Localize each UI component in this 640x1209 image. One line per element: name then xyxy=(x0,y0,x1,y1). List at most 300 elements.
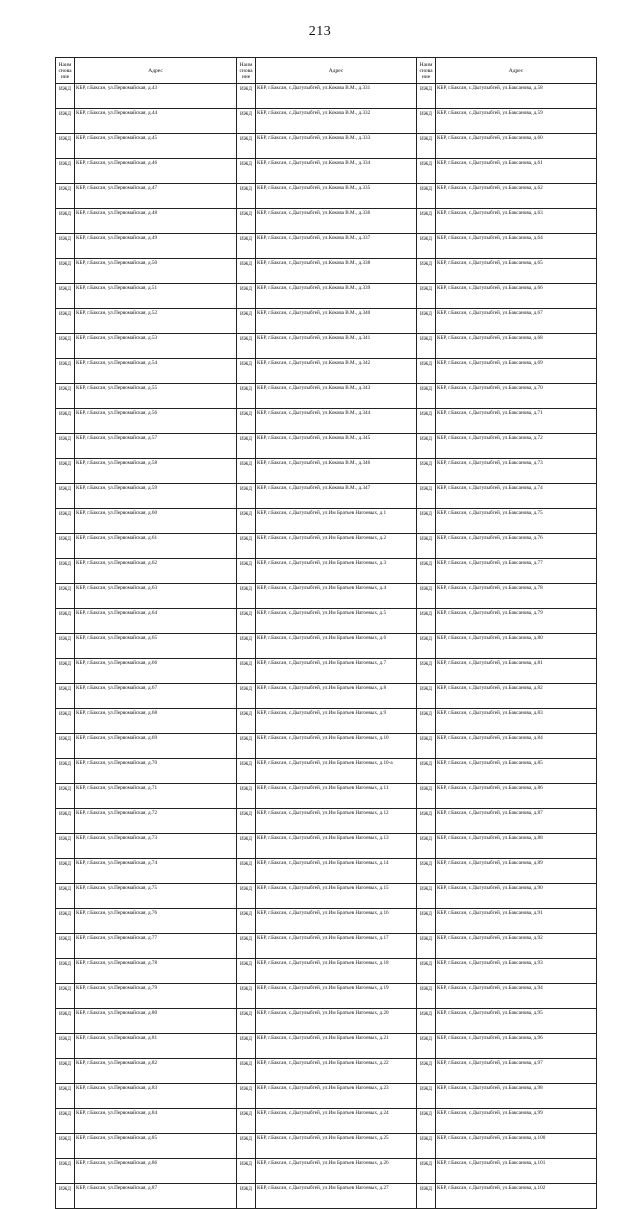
building-type-cell: ИЖД xyxy=(56,334,75,359)
table-row xyxy=(56,84,597,109)
address-cell: КБР, г.Баксан, ул.Первомайская, д.76 xyxy=(75,909,237,934)
building-type-cell: ИЖД xyxy=(56,884,75,909)
building-type-cell: ИЖД xyxy=(237,559,256,584)
address-cell: КБР, г.Баксан, с.Дыгулыбгей, ул.Баксанова, д.72 xyxy=(436,434,597,459)
address-cell: КБР, г.Баксан, ул.Первомайская, д.66 xyxy=(75,659,237,684)
address-cell: КБР, г.Баксан, ул.Первомайская, д.80 xyxy=(75,1009,237,1034)
address-cell: КБР, г.Баксан, с.Дыгулыбгей, ул.Им Братьев Нагоевых, д.18 xyxy=(256,959,417,984)
address-cell: КБР, г.Баксан, ул.Первомайская, д.78 xyxy=(75,959,237,984)
address-cell: КБР, г.Баксан, ул.Первомайская, д.85 xyxy=(75,1134,237,1159)
building-type-cell: ИЖД xyxy=(56,484,75,509)
address-cell: КБР, г.Баксан, с.Дыгулыбгей, ул.Баксанова, д.59 xyxy=(436,109,597,134)
building-type-cell: ИЖД xyxy=(417,259,436,284)
address-cell: КБР, г.Баксан, с.Дыгулыбгей, ул.Кокова В.М., д.346 xyxy=(256,459,417,484)
address-cell: КБР, г.Баксан, ул.Первомайская, д.62 xyxy=(75,559,237,584)
building-type-cell: ИЖД xyxy=(56,759,75,784)
building-type-cell: ИЖД xyxy=(237,509,256,534)
header-type-col-1: Наим снова ние xyxy=(56,58,75,84)
address-cell: КБР, г.Баксан, с.Дыгулыбгей, ул.Им Братьев Нагоевых, д.26 xyxy=(256,1159,417,1184)
building-type-cell: ИЖД xyxy=(417,934,436,959)
building-type-cell: ИЖД xyxy=(56,284,75,309)
building-type-cell: ИЖД xyxy=(56,1184,75,1209)
address-cell: КБР, г.Баксан, с.Дыгулыбгей, ул.Баксанова, д.95 xyxy=(436,1009,597,1034)
address-cell: КБР, г.Баксан, с.Дыгулыбгей, ул.Кокова В.М., д.341 xyxy=(256,334,417,359)
building-type-cell: ИЖД xyxy=(237,459,256,484)
address-cell: КБР, г.Баксан, с.Дыгулыбгей, ул.Баксанова, д.63 xyxy=(436,209,597,234)
address-cell: КБР, г.Баксан, с.Дыгулыбгей, ул.Баксанова, д.97 xyxy=(436,1059,597,1084)
address-cell: КБР, г.Баксан, ул.Первомайская, д.59 xyxy=(75,484,237,509)
table-row xyxy=(56,684,597,709)
address-cell: КБР, г.Баксан, с.Дыгулыбгей, ул.Им Братьев Нагоевых, д.3 xyxy=(256,559,417,584)
building-type-cell: ИЖД xyxy=(237,1184,256,1209)
address-cell: КБР, г.Баксан, ул.Первомайская, д.79 xyxy=(75,984,237,1009)
building-type-cell: ИЖД xyxy=(56,684,75,709)
address-cell: КБР, г.Баксан, с.Дыгулыбгей, ул.Баксанова, д.64 xyxy=(436,234,597,259)
table-row xyxy=(56,509,597,534)
address-cell: КБР, г.Баксан, ул.Первомайская, д.44 xyxy=(75,109,237,134)
address-cell: КБР, г.Баксан, ул.Первомайская, д.48 xyxy=(75,209,237,234)
table-row xyxy=(56,809,597,834)
table-row xyxy=(56,1109,597,1134)
building-type-cell: ИЖД xyxy=(56,809,75,834)
address-cell: КБР, г.Баксан, с.Дыгулыбгей, ул.Баксанова, д.85 xyxy=(436,759,597,784)
address-cell: КБР, г.Баксан, с.Дыгулыбгей, ул.Кокова В.М., д.344 xyxy=(256,409,417,434)
address-cell: КБР, г.Баксан, ул.Первомайская, д.68 xyxy=(75,709,237,734)
building-type-cell: ИЖД xyxy=(56,309,75,334)
address-cell: КБР, г.Баксан, с.Дыгулыбгей, ул.Баксанова, д.78 xyxy=(436,584,597,609)
building-type-cell: ИЖД xyxy=(417,184,436,209)
building-type-cell: ИЖД xyxy=(237,834,256,859)
address-cell: КБР, г.Баксан, ул.Первомайская, д.58 xyxy=(75,459,237,484)
header-address-col-1: Адрес xyxy=(75,58,237,84)
building-type-cell: ИЖД xyxy=(417,959,436,984)
table-row xyxy=(56,109,597,134)
building-type-cell: ИЖД xyxy=(56,509,75,534)
address-cell: КБР, г.Баксан, ул.Первомайская, д.57 xyxy=(75,434,237,459)
address-cell: КБР, г.Баксан, ул.Первомайская, д.86 xyxy=(75,1159,237,1184)
building-type-cell: ИЖД xyxy=(237,1109,256,1134)
address-cell: КБР, г.Баксан, с.Дыгулыбгей, ул.Баксанова, д.99 xyxy=(436,1109,597,1134)
address-cell: КБР, г.Баксан, с.Дыгулыбгей, ул.Им Братьев Нагоевых, д.2 xyxy=(256,534,417,559)
building-type-cell: ИЖД xyxy=(237,109,256,134)
address-cell: КБР, г.Баксан, ул.Первомайская, д.64 xyxy=(75,609,237,634)
building-type-cell: ИЖД xyxy=(417,159,436,184)
building-type-cell: ИЖД xyxy=(237,434,256,459)
address-cell: КБР, г.Баксан, с.Дыгулыбгей, ул.Баксанова, д.100 xyxy=(436,1134,597,1159)
building-type-cell: ИЖД xyxy=(417,1084,436,1109)
address-table xyxy=(55,57,597,1209)
address-cell: КБР, г.Баксан, ул.Первомайская, д.50 xyxy=(75,259,237,284)
table-row xyxy=(56,284,597,309)
address-cell: КБР, г.Баксан, с.Дыгулыбгей, ул.Им Братьев Нагоевых, д.5 xyxy=(256,609,417,634)
address-cell: КБР, г.Баксан, с.Дыгулыбгей, ул.Им Братьев Нагоевых, д.24 xyxy=(256,1109,417,1134)
address-cell: КБР, г.Баксан, с.Дыгулыбгей, ул.Им Братьев Нагоевых, д.7 xyxy=(256,659,417,684)
address-cell: КБР, г.Баксан, ул.Первомайская, д.43 xyxy=(75,84,237,109)
address-cell: КБР, г.Баксан, с.Дыгулыбгей, ул.Баксанова, д.70 xyxy=(436,384,597,409)
building-type-cell: ИЖД xyxy=(417,759,436,784)
address-cell: КБР, г.Баксан, с.Дыгулыбгей, ул.Кокова В.М., д.332 xyxy=(256,109,417,134)
address-cell: КБР, г.Баксан, с.Дыгулыбгей, ул.Баксанова, д.83 xyxy=(436,709,597,734)
building-type-cell: ИЖД xyxy=(56,134,75,159)
address-cell: КБР, г.Баксан, с.Дыгулыбгей, ул.Баксанова, д.92 xyxy=(436,934,597,959)
building-type-cell: ИЖД xyxy=(56,1034,75,1059)
building-type-cell: ИЖД xyxy=(417,559,436,584)
address-cell: КБР, г.Баксан, с.Дыгулыбгей, ул.Баксанова, д.66 xyxy=(436,284,597,309)
address-cell: КБР, г.Баксан, с.Дыгулыбгей, ул.Баксанова, д.81 xyxy=(436,659,597,684)
building-type-cell: ИЖД xyxy=(237,709,256,734)
address-cell: КБР, г.Баксан, с.Дыгулыбгей, ул.Им Братьев Нагоевых, д.19 xyxy=(256,984,417,1009)
table-row xyxy=(56,1084,597,1109)
table-row xyxy=(56,784,597,809)
address-cell: КБР, г.Баксан, с.Дыгулыбгей, ул.Баксанова, д.88 xyxy=(436,834,597,859)
building-type-cell: ИЖД xyxy=(237,209,256,234)
address-cell: КБР, г.Баксан, с.Дыгулыбгей, ул.Им Братьев Нагоевых, д.21 xyxy=(256,1034,417,1059)
building-type-cell: ИЖД xyxy=(237,784,256,809)
address-cell: КБР, г.Баксан, с.Дыгулыбгей, ул.Баксанова, д.82 xyxy=(436,684,597,709)
building-type-cell: ИЖД xyxy=(417,309,436,334)
building-type-cell: ИЖД xyxy=(237,1134,256,1159)
building-type-cell: ИЖД xyxy=(56,534,75,559)
address-cell: КБР, г.Баксан, с.Дыгулыбгей, ул.Баксанова, д.68 xyxy=(436,334,597,359)
building-type-cell: ИЖД xyxy=(417,734,436,759)
building-type-cell: ИЖД xyxy=(417,1034,436,1059)
building-type-cell: ИЖД xyxy=(56,384,75,409)
building-type-cell: ИЖД xyxy=(417,1059,436,1084)
building-type-cell: ИЖД xyxy=(56,1159,75,1184)
building-type-cell: ИЖД xyxy=(56,834,75,859)
header-address-col-3: Адрес xyxy=(436,58,597,84)
address-cell: КБР, г.Баксан, ул.Первомайская, д.46 xyxy=(75,159,237,184)
address-cell: КБР, г.Баксан, с.Дыгулыбгей, ул.Кокова В.М., д.345 xyxy=(256,434,417,459)
table-row xyxy=(56,934,597,959)
address-cell: КБР, г.Баксан, ул.Первомайская, д.55 xyxy=(75,384,237,409)
address-cell: КБР, г.Баксан, ул.Первомайская, д.81 xyxy=(75,1034,237,1059)
address-cell: КБР, г.Баксан, с.Дыгулыбгей, ул.Им Братьев Нагоевых, д.12 xyxy=(256,809,417,834)
table-row xyxy=(56,184,597,209)
address-cell: КБР, г.Баксан, с.Дыгулыбгей, ул.Баксанова, д.79 xyxy=(436,609,597,634)
header-type-col-3: Наим снова ние xyxy=(417,58,436,84)
address-cell: КБР, г.Баксан, с.Дыгулыбгей, ул.Баксанова, д.93 xyxy=(436,959,597,984)
building-type-cell: ИЖД xyxy=(417,109,436,134)
building-type-cell: ИЖД xyxy=(417,584,436,609)
building-type-cell: ИЖД xyxy=(237,659,256,684)
building-type-cell: ИЖД xyxy=(237,584,256,609)
header-type-col-2: Наим снова ние xyxy=(237,58,256,84)
table-row xyxy=(56,259,597,284)
building-type-cell: ИЖД xyxy=(56,184,75,209)
building-type-cell: ИЖД xyxy=(237,734,256,759)
building-type-cell: ИЖД xyxy=(56,459,75,484)
address-cell: КБР, г.Баксан, с.Дыгулыбгей, ул.Баксанова, д.101 xyxy=(436,1159,597,1184)
building-type-cell: ИЖД xyxy=(56,609,75,634)
address-cell: КБР, г.Баксан, ул.Первомайская, д.49 xyxy=(75,234,237,259)
address-cell: КБР, г.Баксан, с.Дыгулыбгей, ул.Баксанова, д.90 xyxy=(436,884,597,909)
building-type-cell: ИЖД xyxy=(56,634,75,659)
building-type-cell: ИЖД xyxy=(237,359,256,384)
address-cell: КБР, г.Баксан, с.Дыгулыбгей, ул.Кокова В.М., д.340 xyxy=(256,309,417,334)
building-type-cell: ИЖД xyxy=(417,134,436,159)
address-cell: КБР, г.Баксан, ул.Первомайская, д.77 xyxy=(75,934,237,959)
table-row xyxy=(56,834,597,859)
table-row xyxy=(56,534,597,559)
address-cell: КБР, г.Баксан, с.Дыгулыбгей, ул.Баксанова, д.86 xyxy=(436,784,597,809)
address-cell: КБР, г.Баксан, с.Дыгулыбгей, ул.Баксанова, д.75 xyxy=(436,509,597,534)
address-cell: КБР, г.Баксан, с.Дыгулыбгей, ул.Баксанова, д.77 xyxy=(436,559,597,584)
building-type-cell: ИЖД xyxy=(417,834,436,859)
table-header-row xyxy=(56,58,597,84)
table-row xyxy=(56,984,597,1009)
building-type-cell: ИЖД xyxy=(56,659,75,684)
table-row xyxy=(56,159,597,184)
building-type-cell: ИЖД xyxy=(56,984,75,1009)
building-type-cell: ИЖД xyxy=(237,809,256,834)
table-row xyxy=(56,1009,597,1034)
address-cell: КБР, г.Баксан, с.Дыгулыбгей, ул.Кокова В.М., д.343 xyxy=(256,384,417,409)
building-type-cell: ИЖД xyxy=(417,634,436,659)
table-row xyxy=(56,134,597,159)
building-type-cell: ИЖД xyxy=(237,384,256,409)
address-cell: КБР, г.Баксан, с.Дыгулыбгей, ул.Им Братьев Нагоевых, д.4 xyxy=(256,584,417,609)
building-type-cell: ИЖД xyxy=(237,134,256,159)
address-cell: КБР, г.Баксан, с.Дыгулыбгей, ул.Им Братьев Нагоевых, д.25 xyxy=(256,1134,417,1159)
address-cell: КБР, г.Баксан, ул.Первомайская, д.84 xyxy=(75,1109,237,1134)
building-type-cell: ИЖД xyxy=(237,409,256,434)
building-type-cell: ИЖД xyxy=(56,109,75,134)
header-address-col-2: Адрес xyxy=(256,58,417,84)
address-cell: КБР, г.Баксан, ул.Первомайская, д.45 xyxy=(75,134,237,159)
building-type-cell: ИЖД xyxy=(417,359,436,384)
address-cell: КБР, г.Баксан, с.Дыгулыбгей, ул.Им Братьев Нагоевых, д.17 xyxy=(256,934,417,959)
building-type-cell: ИЖД xyxy=(237,1034,256,1059)
building-type-cell: ИЖД xyxy=(56,709,75,734)
building-type-cell: ИЖД xyxy=(417,334,436,359)
building-type-cell: ИЖД xyxy=(417,84,436,109)
building-type-cell: ИЖД xyxy=(417,509,436,534)
table-row xyxy=(56,409,597,434)
building-type-cell: ИЖД xyxy=(56,559,75,584)
building-type-cell: ИЖД xyxy=(56,1009,75,1034)
building-type-cell: ИЖД xyxy=(417,884,436,909)
address-cell: КБР, г.Баксан, ул.Первомайская, д.70 xyxy=(75,759,237,784)
address-cell: КБР, г.Баксан, с.Дыгулыбгей, ул.Им Братьев Нагоевых, д.27 xyxy=(256,1184,417,1209)
address-cell: КБР, г.Баксан, с.Дыгулыбгей, ул.Им Братьев Нагоевых, д.20 xyxy=(256,1009,417,1034)
address-cell: КБР, г.Баксан, ул.Первомайская, д.65 xyxy=(75,634,237,659)
building-type-cell: ИЖД xyxy=(56,1059,75,1084)
address-cell: КБР, г.Баксан, ул.Первомайская, д.72 xyxy=(75,809,237,834)
building-type-cell: ИЖД xyxy=(237,234,256,259)
building-type-cell: ИЖД xyxy=(237,309,256,334)
table-row xyxy=(56,234,597,259)
building-type-cell: ИЖД xyxy=(56,909,75,934)
building-type-cell: ИЖД xyxy=(417,984,436,1009)
address-cell: КБР, г.Баксан, ул.Первомайская, д.53 xyxy=(75,334,237,359)
table-row xyxy=(56,609,597,634)
building-type-cell: ИЖД xyxy=(417,1159,436,1184)
table-row xyxy=(56,659,597,684)
address-cell: КБР, г.Баксан, с.Дыгулыбгей, ул.Баксанова, д.80 xyxy=(436,634,597,659)
address-cell: КБР, г.Баксан, с.Дыгулыбгей, ул.Баксанова, д.102 xyxy=(436,1184,597,1209)
table-row xyxy=(56,1034,597,1059)
address-cell: КБР, г.Баксан, с.Дыгулыбгей, ул.Им Братьев Нагоевых, д.10 xyxy=(256,734,417,759)
building-type-cell: ИЖД xyxy=(417,384,436,409)
building-type-cell: ИЖД xyxy=(417,409,436,434)
building-type-cell: ИЖД xyxy=(56,209,75,234)
building-type-cell: ИЖД xyxy=(237,884,256,909)
address-cell: КБР, г.Баксан, с.Дыгулыбгей, ул.Им Братьев Нагоевых, д.11 xyxy=(256,784,417,809)
address-cell: КБР, г.Баксан, ул.Первомайская, д.73 xyxy=(75,834,237,859)
building-type-cell: ИЖД xyxy=(237,759,256,784)
address-cell: КБР, г.Баксан, ул.Первомайская, д.47 xyxy=(75,184,237,209)
building-type-cell: ИЖД xyxy=(56,259,75,284)
building-type-cell: ИЖД xyxy=(417,209,436,234)
building-type-cell: ИЖД xyxy=(237,609,256,634)
table-row xyxy=(56,459,597,484)
page-number: 213 xyxy=(308,24,332,39)
address-cell: КБР, г.Баксан, с.Дыгулыбгей, ул.Кокова В.М., д.339 xyxy=(256,284,417,309)
building-type-cell: ИЖД xyxy=(56,784,75,809)
address-cell: КБР, г.Баксан, ул.Первомайская, д.56 xyxy=(75,409,237,434)
table-row xyxy=(56,959,597,984)
address-cell: КБР, г.Баксан, ул.Первомайская, д.71 xyxy=(75,784,237,809)
address-cell: КБР, г.Баксан, с.Дыгулыбгей, ул.Им Братьев Нагоевых, д.8 xyxy=(256,684,417,709)
address-cell: КБР, г.Баксан, с.Дыгулыбгей, ул.Им Братьев Нагоевых, д.1 xyxy=(256,509,417,534)
address-cell: КБР, г.Баксан, с.Дыгулыбгей, ул.Баксанова, д.98 xyxy=(436,1084,597,1109)
building-type-cell: ИЖД xyxy=(237,1084,256,1109)
building-type-cell: ИЖД xyxy=(237,684,256,709)
building-type-cell: ИЖД xyxy=(417,234,436,259)
table-row xyxy=(56,584,597,609)
building-type-cell: ИЖД xyxy=(417,284,436,309)
building-type-cell: ИЖД xyxy=(417,1134,436,1159)
building-type-cell: ИЖД xyxy=(237,334,256,359)
address-cell: КБР, г.Баксан, с.Дыгулыбгей, ул.Баксанова, д.67 xyxy=(436,309,597,334)
address-cell: КБР, г.Баксан, ул.Первомайская, д.61 xyxy=(75,534,237,559)
address-cell: КБР, г.Баксан, с.Дыгулыбгей, ул.Баксанова, д.73 xyxy=(436,459,597,484)
building-type-cell: ИЖД xyxy=(417,1009,436,1034)
building-type-cell: ИЖД xyxy=(237,934,256,959)
building-type-cell: ИЖД xyxy=(237,1159,256,1184)
building-type-cell: ИЖД xyxy=(237,284,256,309)
address-cell: КБР, г.Баксан, с.Дыгулыбгей, ул.Баксанова, д.69 xyxy=(436,359,597,384)
building-type-cell: ИЖД xyxy=(56,1109,75,1134)
address-cell: КБР, г.Баксан, с.Дыгулыбгей, ул.Баксанова, д.61 xyxy=(436,159,597,184)
building-type-cell: ИЖД xyxy=(237,534,256,559)
building-type-cell: ИЖД xyxy=(237,959,256,984)
address-cell: КБР, г.Баксан, с.Дыгулыбгей, ул.Им Братьев Нагоевых, д.6 xyxy=(256,634,417,659)
building-type-cell: ИЖД xyxy=(56,409,75,434)
table-row xyxy=(56,309,597,334)
address-cell: КБР, г.Баксан, с.Дыгулыбгей, ул.Кокова В.М., д.347 xyxy=(256,484,417,509)
table-row xyxy=(56,759,597,784)
address-cell: КБР, г.Баксан, с.Дыгулыбгей, ул.Баксанова, д.65 xyxy=(436,259,597,284)
address-cell: КБР, г.Баксан, с.Дыгулыбгей, ул.Баксанова, д.87 xyxy=(436,809,597,834)
address-cell: КБР, г.Баксан, с.Дыгулыбгей, ул.Кокова В.М., д.336 xyxy=(256,209,417,234)
address-cell: КБР, г.Баксан, с.Дыгулыбгей, ул.Баксанова, д.89 xyxy=(436,859,597,884)
address-cell: КБР, г.Баксан, с.Дыгулыбгей, ул.Им Братьев Нагоевых, д.9 xyxy=(256,709,417,734)
building-type-cell: ИЖД xyxy=(417,609,436,634)
building-type-cell: ИЖД xyxy=(417,859,436,884)
address-cell: КБР, г.Баксан, ул.Первомайская, д.54 xyxy=(75,359,237,384)
address-cell: КБР, г.Баксан, с.Дыгулыбгей, ул.Баксанова, д.71 xyxy=(436,409,597,434)
address-cell: КБР, г.Баксан, ул.Первомайская, д.52 xyxy=(75,309,237,334)
address-cell: КБР, г.Баксан, с.Дыгулыбгей, ул.Кокова В.М., д.338 xyxy=(256,259,417,284)
address-cell: КБР, г.Баксан, с.Дыгулыбгей, ул.Баксанова, д.91 xyxy=(436,909,597,934)
building-type-cell: ИЖД xyxy=(56,234,75,259)
building-type-cell: ИЖД xyxy=(237,909,256,934)
building-type-cell: ИЖД xyxy=(417,434,436,459)
address-cell: КБР, г.Баксан, ул.Первомайская, д.63 xyxy=(75,584,237,609)
building-type-cell: ИЖД xyxy=(56,159,75,184)
address-cell: КБР, г.Баксан, с.Дыгулыбгей, ул.Баксанова, д.60 xyxy=(436,134,597,159)
building-type-cell: ИЖД xyxy=(417,684,436,709)
building-type-cell: ИЖД xyxy=(56,934,75,959)
address-cell: КБР, г.Баксан, с.Дыгулыбгей, ул.Кокова В.М., д.342 xyxy=(256,359,417,384)
table-row xyxy=(56,1059,597,1084)
building-type-cell: ИЖД xyxy=(56,434,75,459)
address-cell: КБР, г.Баксан, с.Дыгулыбгей, ул.Баксанова, д.76 xyxy=(436,534,597,559)
address-cell: КБР, г.Баксан, с.Дыгулыбгей, ул.Баксанова, д.94 xyxy=(436,984,597,1009)
building-type-cell: ИЖД xyxy=(237,984,256,1009)
table-row xyxy=(56,1134,597,1159)
table-row xyxy=(56,1159,597,1184)
address-cell: КБР, г.Баксан, ул.Первомайская, д.60 xyxy=(75,509,237,534)
building-type-cell: ИЖД xyxy=(237,1009,256,1034)
table-row xyxy=(56,484,597,509)
address-cell: КБР, г.Баксан, ул.Первомайская, д.51 xyxy=(75,284,237,309)
building-type-cell: ИЖД xyxy=(237,1059,256,1084)
address-cell: КБР, г.Баксан, с.Дыгулыбгей, ул.Кокова В.М., д.335 xyxy=(256,184,417,209)
address-cell: КБР, г.Баксан, с.Дыгулыбгей, ул.Им Братьев Нагоевых, д.15 xyxy=(256,884,417,909)
building-type-cell: ИЖД xyxy=(237,259,256,284)
building-type-cell: ИЖД xyxy=(56,959,75,984)
building-type-cell: ИЖД xyxy=(56,584,75,609)
address-cell: КБР, г.Баксан, с.Дыгулыбгей, ул.Им Братьев Нагоевых, д.23 xyxy=(256,1084,417,1109)
table-row xyxy=(56,734,597,759)
building-type-cell: ИЖД xyxy=(56,859,75,884)
address-cell: КБР, г.Баксан, с.Дыгулыбгей, ул.Кокова В.М., д.331 xyxy=(256,84,417,109)
table-row xyxy=(56,634,597,659)
address-cell: КБР, г.Баксан, с.Дыгулыбгей, ул.Им Братьев Нагоевых, д.10-а xyxy=(256,759,417,784)
address-cell: КБР, г.Баксан, ул.Первомайская, д.67 xyxy=(75,684,237,709)
building-type-cell: ИЖД xyxy=(417,1109,436,1134)
table-row xyxy=(56,209,597,234)
building-type-cell: ИЖД xyxy=(237,84,256,109)
address-cell: КБР, г.Баксан, с.Дыгулыбгей, ул.Кокова В.М., д.333 xyxy=(256,134,417,159)
building-type-cell: ИЖД xyxy=(56,84,75,109)
address-cell: КБР, г.Баксан, ул.Первомайская, д.83 xyxy=(75,1084,237,1109)
building-type-cell: ИЖД xyxy=(56,1134,75,1159)
address-cell: КБР, г.Баксан, с.Дыгулыбгей, ул.Им Братьев Нагоевых, д.22 xyxy=(256,1059,417,1084)
building-type-cell: ИЖД xyxy=(417,809,436,834)
address-cell: КБР, г.Баксан, с.Дыгулыбгей, ул.Им Братьев Нагоевых, д.16 xyxy=(256,909,417,934)
address-cell: КБР, г.Баксан, с.Дыгулыбгей, ул.Баксанова, д.74 xyxy=(436,484,597,509)
building-type-cell: ИЖД xyxy=(417,784,436,809)
address-cell: КБР, г.Баксан, с.Дыгулыбгей, ул.Кокова В.М., д.337 xyxy=(256,234,417,259)
building-type-cell: ИЖД xyxy=(417,909,436,934)
table-row xyxy=(56,359,597,384)
building-type-cell: ИЖД xyxy=(237,159,256,184)
table-row xyxy=(56,334,597,359)
building-type-cell: ИЖД xyxy=(417,459,436,484)
building-type-cell: ИЖД xyxy=(56,1084,75,1109)
table-row xyxy=(56,434,597,459)
building-type-cell: ИЖД xyxy=(56,734,75,759)
building-type-cell: ИЖД xyxy=(237,859,256,884)
building-type-cell: ИЖД xyxy=(237,484,256,509)
address-cell: КБР, г.Баксан, ул.Первомайская, д.74 xyxy=(75,859,237,884)
building-type-cell: ИЖД xyxy=(417,484,436,509)
building-type-cell: ИЖД xyxy=(417,1184,436,1209)
